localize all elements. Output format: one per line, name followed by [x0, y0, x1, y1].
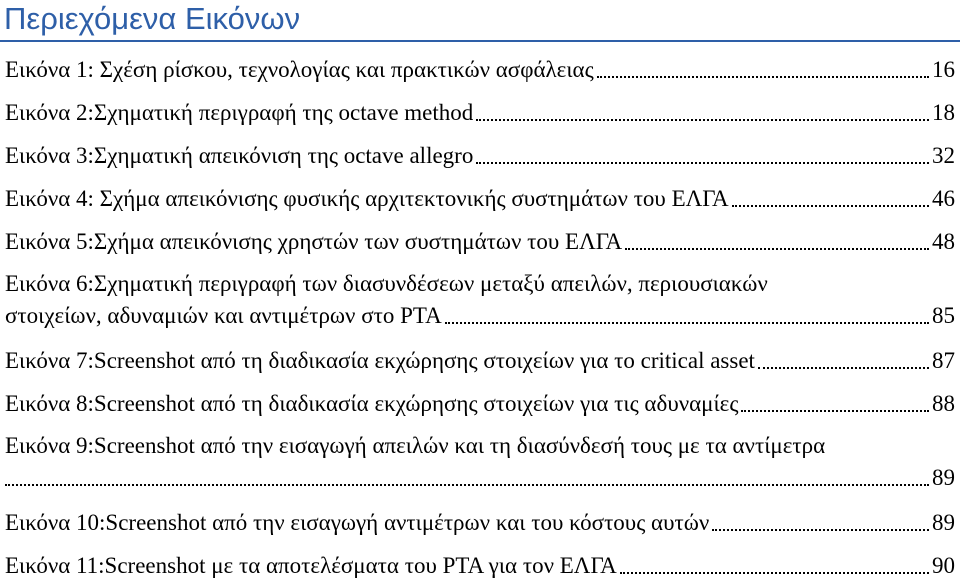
toc-entry-8[interactable]	[5, 382, 955, 425]
dot-leader	[476, 119, 929, 121]
toc-entry-page: 18	[932, 99, 955, 125]
toc-entry-page: 85	[932, 303, 955, 328]
dot-leader	[620, 572, 929, 574]
toc-entry-label: Εικόνα 1: Σχέση ρίσκου, τεχνολογίας και πρακτικών ασφάλειας	[5, 56, 594, 82]
toc-entry-page: 46	[932, 185, 955, 211]
dot-leader	[625, 248, 929, 250]
toc-entry-4[interactable]	[5, 177, 955, 220]
toc-entry-page: 88	[932, 390, 955, 416]
toc-entry-page: 89	[932, 509, 955, 535]
toc-entry-label-line2: στοιχείων, αδυναμιών και αντιμέτρων στο PTA	[5, 303, 442, 328]
toc-entry-label-line1: Εικόνα 9:Screenshot από την εισαγωγή απειλών και τη διασύνδεσή τους με τα αντίμετρα	[5, 433, 826, 458]
heading-divider	[0, 40, 960, 42]
dot-leader	[741, 410, 929, 412]
toc-entry-page: 16	[932, 56, 955, 82]
toc-entry-page: 48	[932, 228, 955, 254]
dot-leader	[758, 367, 929, 369]
toc-entry-label-line1: Εικόνα 6:Σχηματική περιγραφή των διασυνδέσεων μεταξύ απειλών, περιουσιακών	[5, 271, 768, 296]
toc-entry-5[interactable]	[5, 220, 955, 263]
toc-entry-label: Εικόνα 7:Screenshot από τη διαδικασία εκχώρησης στοιχείων για το critical asset	[5, 347, 755, 373]
dot-leader	[476, 162, 929, 164]
toc-entry-9[interactable]	[5, 425, 955, 501]
toc-entry-label: Εικόνα 5:Σχήμα απεικόνισης χρηστών των συστημάτων του ΕΛΓΑ	[5, 228, 623, 254]
toc-entry-1[interactable]	[5, 48, 955, 91]
toc-entry-page: 32	[932, 142, 955, 168]
dot-leader	[732, 205, 929, 207]
toc-entry-2[interactable]	[5, 91, 955, 134]
toc-entry-7[interactable]	[5, 339, 955, 382]
toc-entry-page: 89	[932, 465, 955, 490]
toc-entry-page: 90	[932, 552, 955, 578]
dot-leader	[5, 484, 929, 486]
toc-entry-label: Εικόνα 2:Σχηματική περιγραφή της octave method	[5, 99, 474, 125]
toc-entry-label: Εικόνα 8:Screenshot από τη διαδικασία εκχώρησης στοιχείων για τις αδυναμίες	[5, 390, 739, 416]
toc-entry-6[interactable]	[5, 263, 955, 339]
toc-entry-label: Εικόνα 3:Σχηματική απεικόνιση της octave allegro	[5, 142, 474, 168]
dot-leader	[445, 322, 929, 324]
table-of-figures	[5, 48, 955, 587]
toc-entry-label: Εικόνα 11:Screenshot με τα αποτελέσματα του PTA για τον ΕΛΓΑ	[5, 552, 617, 578]
dot-leader	[712, 529, 929, 531]
toc-entry-11[interactable]	[5, 544, 955, 587]
toc-entry-label: Εικόνα 10:Screenshot από την εισαγωγή αντιμέτρων και του κόστους αυτών	[5, 509, 710, 535]
dot-leader	[597, 76, 929, 78]
toc-entry-label: Εικόνα 4: Σχήμα απεικόνισης φυσικής αρχιτεκτονικής συστημάτων του ΕΛΓΑ	[5, 185, 729, 211]
toc-entry-3[interactable]	[5, 134, 955, 177]
toc-entry-10[interactable]	[5, 501, 955, 544]
toc-entry-page: 87	[932, 347, 955, 373]
page-title: Περιεχόμενα Εικόνων	[4, 1, 301, 36]
